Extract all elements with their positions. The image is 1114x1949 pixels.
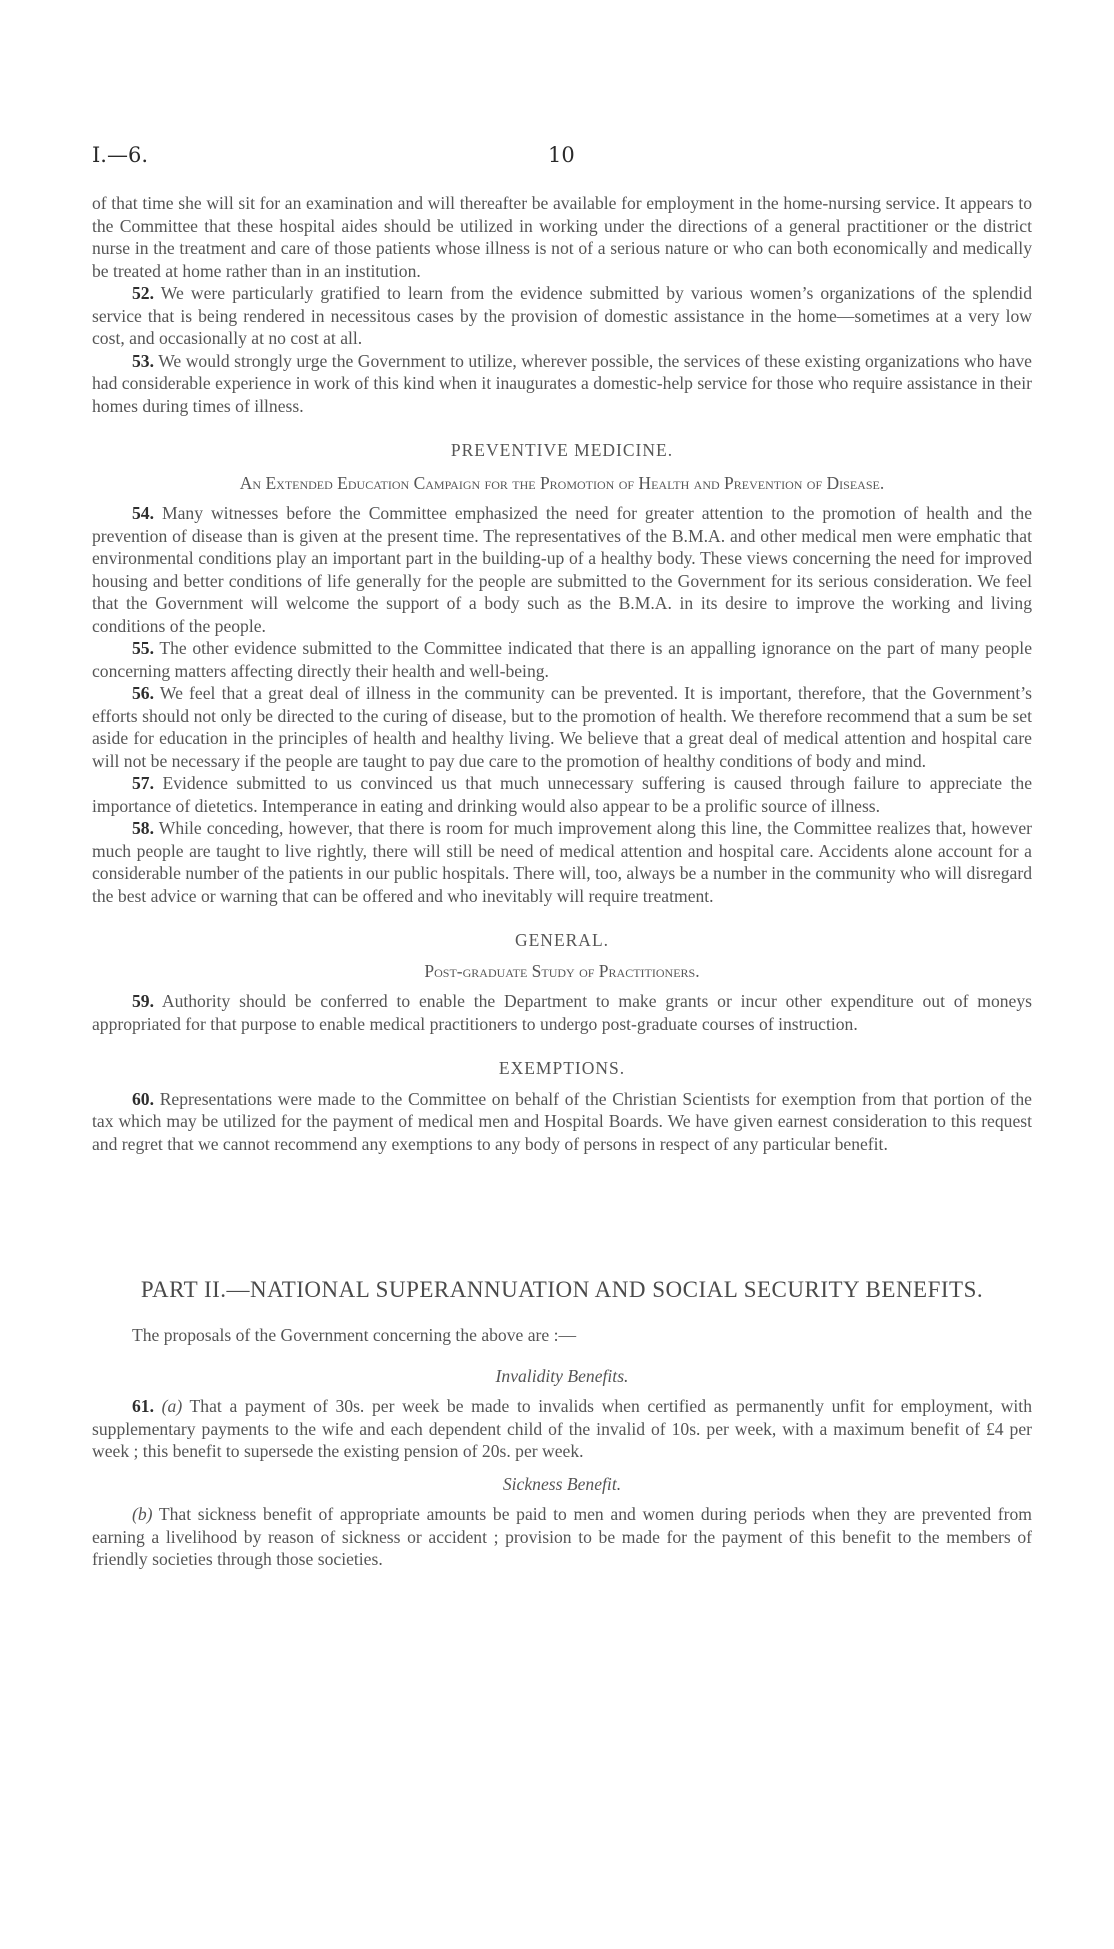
paragraph-text: Authority should be conferred to enable the Department to make grants or incur other expenditure out of moneys appropriated for that purpose to enable medical practitioners to undergo post-graduate courses of instruction. [92,991,1032,1034]
paragraph-text: That sickness benefit of appropriate amounts be paid to men and women during periods when they are prevented from earning a livelihood by reason of sickness or accident ; provision to be made for the payment of this benefit to the members of friendly societies through those societies. [92,1504,1032,1569]
italic-heading-invalidity-benefits: Invalidity Benefits. [495,1365,629,1386]
paragraph-56 [92,682,1032,772]
paragraph-55 [92,637,1032,682]
proposals-intro: The proposals of the Government concerning the above are :— [132,1325,577,1345]
document-body [92,192,1032,1571]
paragraph-text: We would strongly urge the Government to utilize, wherever possible, the services of these existing organizations who have had considerable experience in work of this kind when it inaugurates a domestic-help service for those who require assistance in their homes during times of illness. [92,350,1032,416]
paragraph-number: 60. [132,1088,154,1109]
paragraph-number: 57. [132,773,154,793]
paragraph-text: That a payment of 30s. per week be made to invalids when certified as permanently unfit for employment, with supplementary payments to the wife and each dependent child of the invalid of 10s. per week, with a maximum benefit of £4 per week ; this benefit to supersede the existing pension of 20s. per week. [92,1396,1032,1461]
paragraph-text: Evidence submitted to us convinced us that much unnecessary suffering is caused through failure to appreciate the importance of dietetics. Intemperance in eating and drinking would also appear to be a prolific source of illness. [92,773,1033,816]
paragraph-number: 61. [132,1396,154,1416]
italic-heading-sickness-benefit: Sickness Benefit. [502,1473,622,1494]
paragraph-number: 53. [132,350,154,371]
paragraph-number: 55. [132,638,154,658]
paragraph-text: The other evidence submitted to the Committee indicated that there is an appalling ignorance on the part of many people concerning matters affecting directly their health and well-being. [92,638,1033,681]
paragraph-53 [92,350,1032,418]
paragraph-61-b [92,1503,1032,1571]
paragraph-text: Representations were made to the Committee on behalf of the Christian Scientists for exemption from that portion of the tax which may be utilized for the payment of medical men and Hospital Boards. We have given earnest consideration to this request and regret that we cannot recommend any exemptions to any body of persons in respect of any particular benefit. [92,1088,1032,1154]
paragraph-61 [92,1395,1032,1463]
paragraph-continuation: of that time she will sit for an examination and will thereafter be available for employment in the home-nursing service. It appears to the Committee that these hospital aides should be utilized in working under the directions of a general practitioner or the district nurse in the treatment and care of those patients whose illness is not of a serious nature or who can both economically and medically be treated at home rather than in an institution. [92,193,1032,281]
series-reference: I.—6. [92,143,149,167]
paragraph-54 [92,502,1032,637]
heading-exemptions: EXEMPTIONS. [498,1058,626,1078]
paragraph-number: 54. [132,503,154,523]
paragraph-57 [92,772,1032,817]
page-number: 10 [548,143,575,167]
paragraph-59 [92,990,1032,1035]
paragraph-text: While conceding, however, that there is room for much improvement along this line, the Committee realizes that, however much people are taught to live rightly, there will still be need of medical attention and hospital care. Accidents alone account for a considerable number of the patients in our public hospitals. There will, too, always be a number in the community who will disregard the best advice or warning that can be offered and who inevitably will require treatment. [92,818,1032,906]
clause-label-b: (b) [132,1504,153,1524]
clause-label-a: (a) [161,1396,183,1416]
subheading-post-graduate-study: Post-graduate Study of Practitioners. [424,960,700,981]
paragraph-number: 58. [132,818,154,838]
heading-preventive-medicine: PREVENTIVE MEDICINE. [450,440,674,460]
paragraph-text: We feel that a great deal of illness in the community can be prevented. It is important, therefore, that the Government’s efforts should not only be directed to the curing of disease, but to the promotion of health. We therefore recommend that a sum be set aside for education in the principles of health and healthy living. We believe that a great deal of medical attention and hospital care will not be necessary if the people are taught to pay due care to the promotion of healthy conditions of body and mind. [92,683,1032,771]
paragraph-text: Many witnesses before the Committee emphasized the need for greater attention to the promotion of health and the prevention of disease than is given at the present time. The representatives of the B.M.A. and other medical men were emphatic that environmental conditions play an important part in the building-up of a healthy body. These views concerning the need for improved housing and better conditions of life generally for the people are submitted to the Government for its serious consideration. We feel that the Government will welcome the support of a body such as the B.M.A. in its desire to improve the working and living conditions of the people. [92,503,1033,636]
page-header [92,143,1032,173]
heading-general: GENERAL. [514,930,610,950]
paragraph-number: 52. [132,283,154,303]
paragraph-text: We were particularly gratified to learn from the evidence submitted by various women’s organizations of the splendid service that is being rendered in necessitous cases by the provision of domestic assistance in the home—sometimes at a very low cost, and occasionally at no cost at all. [92,283,1032,348]
paragraph-52 [92,282,1032,350]
paragraph-number: 56. [132,683,154,703]
paragraph-60 [92,1088,1032,1156]
paragraph-58 [92,817,1032,907]
subheading-education-campaign: An Extended Education Campaign for the Promotion of Health and Prevention of Disease. [239,472,885,493]
paragraph-number: 59. [132,991,154,1011]
part-two-title: PART II.—NATIONAL SUPERANNUATION AND SOCIAL SECURITY BENEFITS. [140,1277,984,1302]
